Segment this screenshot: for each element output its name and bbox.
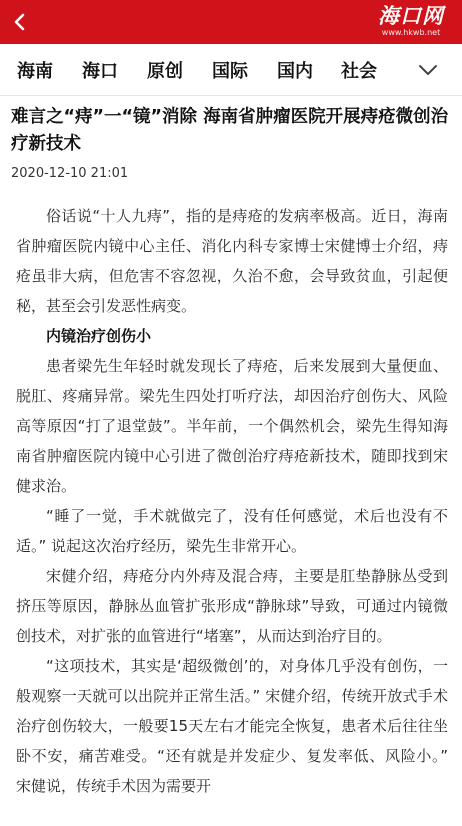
article-paragraph: 宋健介绍，痔疮分内外痔及混合痔，主要是肛垫静脉丛受到挤压等原因，静脉丛血管扩张形成“静脉球”导致，可通过内镜微创技术，对扩张的血管进行“堵塞”，从而达到治疗目的。	[16, 567, 448, 645]
article-datetime: 2020-12-10 21:01	[11, 166, 129, 181]
nav-item-society[interactable]: 社会	[341, 61, 377, 82]
nav-more-button[interactable]	[416, 58, 440, 82]
article-body	[16, 201, 448, 801]
site-logo[interactable]	[368, 4, 454, 40]
top-bar	[0, 0, 462, 44]
nav-item-original[interactable]: 原创	[147, 61, 183, 82]
article-subheading: 内镜治疗创伤小	[46, 327, 152, 345]
nav-item-hainan[interactable]: 海南	[17, 61, 53, 82]
chevron-down-icon	[416, 58, 440, 82]
article-paragraph: 患者梁先生年轻时就发现长了痔疮，后来发展到大量便血、脱肛、疼痛异常。梁先生四处打听疗法，却因治疗创伤大、风险高等原因“打了退堂鼓”。半年前，一个偶然机会，梁先生得知海南省肿瘤医院内镜中心引进了微创治疗痔疮新技术，随即找到宋健求治。	[16, 357, 448, 495]
article-paragraph: “睡了一觉，手术就做完了，没有任何感觉，术后也没有不适。” 说起这次治疗经历，梁先生非常开心。	[16, 507, 448, 555]
article-paragraph: 俗话说“十人九痔”，指的是痔疮的发病率极高。近日，海南省肿瘤医院内镜中心主任、消化内科专家博士宋健博士介绍，痔疮虽非大病，但危害不容忽视，久治不愈，会导致贫血，引起便秘，甚至会引发恶性病变。	[16, 207, 448, 315]
article-title: 难言之“痔”一“镜”消除 海南省肿瘤医院开展痔疮微创治疗新技术	[11, 107, 449, 154]
nav-item-international[interactable]: 国际	[212, 61, 248, 82]
logo-url: www.hkwb.net	[381, 28, 441, 37]
nav-item-haikou[interactable]: 海口	[82, 61, 118, 82]
article-paragraph: “这项技术，其实是‘超级微创’的，对身体几乎没有创伤，一般观察一天就可以出院并正常生活。” 宋健介绍，传统开放式手术治疗创伤较大，一般要15天左右才能完全恢复，患者术后往往坐卧不安，痛苦难受。“还有就是并发症少、复发率低、风险小。” 宋健说，传统手术因为需要开	[16, 657, 448, 795]
nav-item-domestic[interactable]: 国内	[277, 61, 313, 82]
category-nav	[0, 44, 462, 96]
logo-text: 海口网	[378, 3, 444, 28]
back-button[interactable]	[4, 6, 36, 38]
chevron-left-icon	[10, 12, 30, 32]
